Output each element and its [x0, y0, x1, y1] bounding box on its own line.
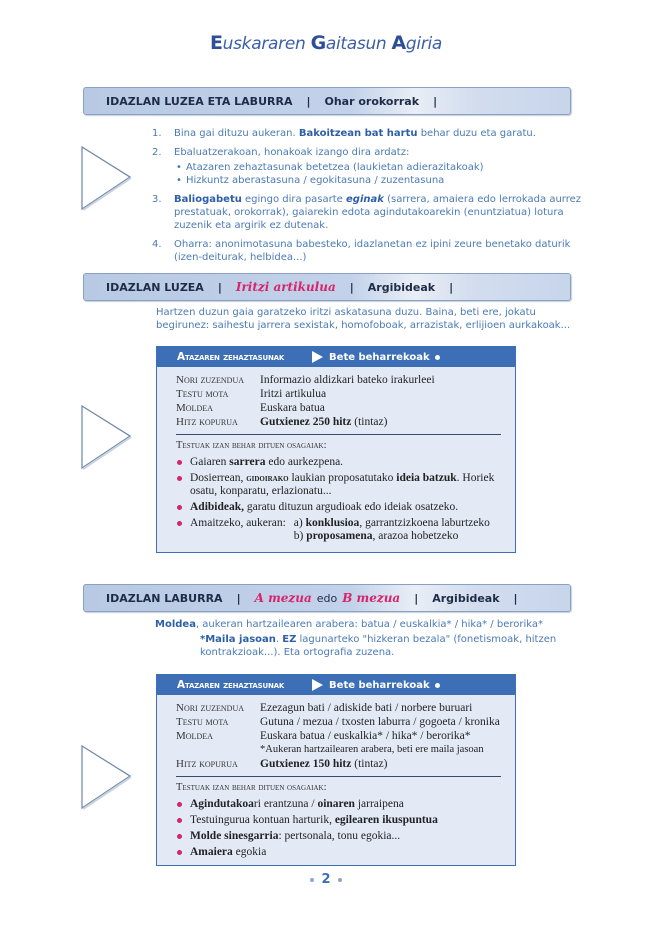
play-triangle-icon [312, 679, 323, 691]
word-count: Gutxienez 250 hitz [260, 416, 352, 428]
spec-value: Iritzi artikulua [260, 388, 327, 400]
item-number: 4. [152, 239, 162, 250]
bullet-dot-icon [435, 683, 440, 688]
item-number: 1. [152, 128, 162, 139]
short-essay-level-note: *Maila jasoan. EZ lagunarteko "hizkeran bezala" (fonetismoak, hitzen kontrakzioak...). Eta ortografia zuzena. [200, 634, 557, 658]
table-row [176, 729, 500, 743]
list-item: Amaiera egokia [176, 846, 515, 859]
short-essay-register: Moldea, aukeran hartzailearen arabera: batua / euskalkia* / hika* / berorika* [155, 619, 543, 630]
list-item [152, 127, 582, 140]
sub-list-item: • Atazaren zehaztasunak betetzea (laukietan adierazitakoak) [174, 161, 582, 174]
title-word-1: uskararen [222, 34, 311, 54]
general-notes-list [152, 127, 582, 270]
item-text: egingo dira pasarte [241, 194, 347, 205]
section-bar-short-essay [83, 584, 571, 612]
spec-key: Nori zuzendua [176, 702, 245, 714]
bar-highlight-topic: Iritzi artikulua [235, 280, 336, 294]
components-list [176, 798, 515, 859]
word-count: Gutxienez 150 hitz [260, 758, 352, 770]
play-arrow-icon [78, 402, 134, 474]
item-emphasis: Bakoitzean bat hartu [298, 128, 418, 139]
spec-value: Euskara batua / euskalkia* / hika* / berorika* [260, 730, 471, 742]
bullet-dot-icon [310, 878, 314, 882]
list-item [152, 193, 582, 232]
task-specs-table [176, 373, 435, 429]
play-arrow-icon [78, 143, 134, 215]
title-initial-a: A [391, 32, 406, 54]
task-specs-box-short [156, 674, 516, 866]
item-text: (sarrera, amaiera edo lerrokada aurrez prestatuak, orokorrak), gaiarekin edota agindutakoarekin (enuntziatua) lotura zuzenik eta argirik ez dutenak. [174, 194, 582, 231]
bar-separator: | [449, 280, 454, 294]
spec-value [260, 757, 500, 771]
title-word-3: giria [405, 34, 443, 54]
item-text: Bina gai dituzu aukeran. [174, 128, 299, 139]
list-item: Agindutakoari erantzuna / oinaren jarraipena [176, 798, 515, 811]
bullet-dot-icon [338, 878, 342, 882]
word-count-note: (tintaz) [351, 758, 388, 770]
list-item: Adibideak, garatu dituzun argudioak edo ideiak osatzeko. [176, 501, 515, 514]
long-essay-intro: Hartzen duzun gaia garatzeko iritzi askatasuna duzu. Baina, beti ere, jokatu begirunez: saihestu jarrera sexistak, homofoboak, arrazistak, erlijioen aurkakoak... [156, 307, 571, 331]
page-number [0, 872, 652, 887]
table-row [176, 401, 435, 415]
ending-options: a) konklusioa, garrantzizkoena laburtzeko b) proposamena, arazoa hobetzeko [293, 517, 490, 542]
table-row [176, 701, 500, 715]
table-row [176, 387, 435, 401]
list-item [152, 238, 582, 264]
task-specs-box-long [156, 346, 516, 553]
list-item: Testuingurua kontuan harturik, egilearen ikuspuntua [176, 814, 515, 827]
spec-key: Moldea [176, 730, 213, 742]
spec-key: Testu mota [176, 388, 229, 400]
divider [176, 434, 501, 435]
spec-key: Testu mota [176, 716, 229, 728]
title-word-2: aitasun [325, 34, 392, 54]
bar-label-right: Argibideak [367, 280, 436, 294]
sub-list-item: • Hizkuntz aberastasuna / egokitasuna / zuzentasuna [174, 174, 582, 187]
task-specs-title: Atazaren zehaztasunak [177, 351, 285, 363]
item-text: Oharra: anonimotasuna babesteko, idazlanetan ez ipini zeure benetako daturik (izen-deiturak, helbidea...) [174, 239, 571, 263]
bar-separator: | [217, 280, 222, 294]
bar-highlight-a: A mezua [254, 591, 312, 605]
item-number: 2. [152, 147, 162, 158]
spec-value: Ezezagun bati / adiskide bati / norbere buruari [260, 702, 473, 714]
item-emphasis: Baliogabetu [174, 194, 242, 205]
document-title [0, 32, 652, 54]
play-arrow-icon [78, 742, 134, 814]
bar-separator: | [236, 591, 241, 605]
requirements-title: Bete beharrekoak [329, 679, 430, 691]
list-item: Dosierrean, gidoirako laukian proposatutako ideia batzuk. Horiek osatu, konparatu, erlazionatu... [176, 472, 515, 498]
bar-highlight-b: B mezua [342, 591, 401, 605]
bullet-dot-icon [435, 355, 440, 360]
list-item: Molde sinesgarria: pertsonala, tonu egokia... [176, 830, 515, 843]
bar-separator: | [306, 94, 311, 108]
list-item [152, 146, 582, 187]
components-title: Testuak izan behar dituen osagaiak: [176, 782, 327, 793]
bar-label-left: IDAZLAN LABURRA [106, 591, 223, 605]
table-row [176, 373, 435, 387]
task-specs-title: Atazaren zehaztasunak [177, 679, 285, 691]
section-bar-general-notes [83, 87, 571, 115]
bar-separator: | [349, 280, 354, 294]
word-count-note: (tintaz) [351, 416, 388, 428]
list-item: Gaiaren sarrera edo aurkezpena. [176, 456, 515, 469]
page-number-value: 2 [321, 872, 331, 887]
spec-value: Informazio aldizkari bateko irakurleei [260, 374, 435, 386]
task-specs-header [157, 347, 515, 367]
item-text: behar duzu eta garatu. [417, 128, 536, 139]
spec-value: Gutuna / mezua / txosten laburra / gogoeta / kronika [260, 716, 500, 728]
task-specs-table [176, 701, 500, 771]
bar-separator: | [433, 94, 438, 108]
requirements-title: Bete beharrekoak [329, 351, 430, 363]
bar-label-left: IDAZLAN LUZEA [106, 280, 204, 294]
spec-key: Hitz kopurua [176, 416, 238, 428]
bar-separator: | [414, 591, 419, 605]
spec-note: *Aukeran hartzailearen arabera, beti ere maila jasoan [260, 744, 484, 755]
title-initial-e: E [209, 32, 223, 54]
divider [176, 776, 501, 777]
bar-label-right: Ohar orokorrak [324, 94, 420, 108]
spec-key: Moldea [176, 402, 213, 414]
table-row [176, 743, 500, 757]
play-triangle-icon [312, 351, 323, 363]
item-number: 3. [152, 194, 162, 205]
components-list [176, 456, 515, 543]
table-row [176, 415, 435, 429]
spec-value [260, 415, 435, 429]
bar-connector: edo [316, 591, 338, 605]
bar-separator: | [513, 591, 518, 605]
components-title: Testuak izan behar dituen osagaiak: [176, 440, 327, 451]
spec-value: Euskara batua [260, 402, 325, 414]
task-specs-header [157, 675, 515, 695]
table-row [176, 715, 500, 729]
item-text: Ebaluatzerakoan, honakoak izango dira ardatz: [174, 147, 410, 158]
bar-label-right: Argibideak [432, 591, 500, 605]
title-initial-g: G [310, 32, 326, 54]
list-item: Amaitzeko, aukeran: a) konklusioa, garrantzizkoena laburtzeko b) proposamena, arazoa hobetzeko [176, 517, 515, 543]
section-bar-long-essay [83, 273, 571, 301]
spec-key: Hitz kopurua [176, 758, 238, 770]
item-emphasis: eginak [346, 194, 384, 205]
table-row [176, 757, 500, 771]
bar-label-left: IDAZLAN LUZEA ETA LABURRA [106, 94, 293, 108]
spec-key: Nori zuzendua [176, 374, 245, 386]
